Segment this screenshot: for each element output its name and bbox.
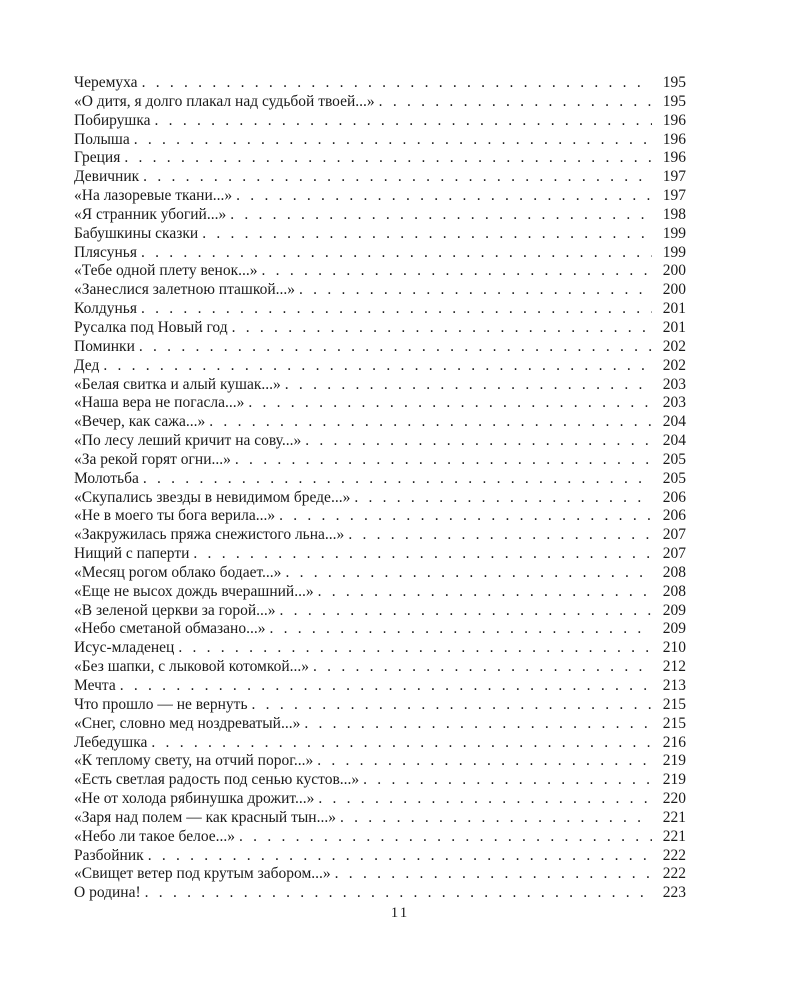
toc-entry-title: «За рекой горят огни...» <box>74 450 231 468</box>
dot-leader <box>193 545 652 564</box>
toc-entry-title: Черемуха <box>74 74 138 91</box>
toc-entry-title: Греция <box>74 149 121 167</box>
toc-entry-title: Лебедушка <box>74 733 148 751</box>
toc-entry-title: «Заря над полем — как красный тын...» <box>74 808 336 826</box>
toc-entry <box>74 394 686 413</box>
dot-leader <box>124 149 652 168</box>
dot-leader <box>134 131 652 150</box>
dot-leader <box>142 74 652 93</box>
toc-entry <box>74 884 686 903</box>
toc-entry <box>74 620 686 639</box>
toc-entry <box>74 376 686 395</box>
toc-entry-title: «Снег, словно мед ноздреватый...» <box>74 714 301 732</box>
dot-leader <box>280 602 652 621</box>
toc-entry-title: «Закружилась пряжа снежистого льна...» <box>74 526 345 544</box>
toc-entry-page: 195 <box>662 92 686 110</box>
toc-entry-page: 196 <box>662 111 686 129</box>
toc-entry-title: Полыша <box>74 130 130 148</box>
dot-leader <box>139 338 652 357</box>
toc-entry <box>74 470 686 489</box>
toc-entry-page: 204 <box>662 432 686 450</box>
toc-entry-title: «На лазоревые ткани...» <box>74 187 233 205</box>
dot-leader <box>313 658 652 677</box>
toc-entry-title: О родина! <box>74 884 141 902</box>
toc-entry-page: 223 <box>662 884 686 902</box>
dot-leader <box>299 281 652 300</box>
toc-entry-page: 199 <box>662 243 686 261</box>
dot-leader <box>235 451 652 470</box>
toc-entry-page: 199 <box>662 224 686 242</box>
toc-entry-title: «Не от холода рябинушка дрожит...» <box>74 790 315 808</box>
toc-entry <box>74 319 686 338</box>
toc-entry <box>74 489 686 508</box>
toc-entry-title: «Скупались звезды в невидимом бреде...» <box>74 488 351 506</box>
toc-entry-title: Плясунья <box>74 243 137 261</box>
toc-entry-page: 215 <box>662 714 686 732</box>
toc-entry <box>74 583 686 602</box>
dot-leader <box>232 319 652 338</box>
toc-entry-title: Бабушкины сказки <box>74 224 199 242</box>
toc-entry-title: Русалка под Новый год <box>74 318 228 336</box>
toc-entry-page: 208 <box>662 582 686 600</box>
toc-entry-title: «Есть светлая радость под сенью кустов...» <box>74 771 360 789</box>
toc-entry-page: 207 <box>662 526 686 544</box>
toc-entry-page: 196 <box>662 130 686 148</box>
toc-entry-title: «Без шапки, с лыковой котомкой...» <box>74 658 310 676</box>
toc-entry-title: «Свищет ветер под крутым забором...» <box>74 865 331 883</box>
toc-entry-page: 202 <box>662 356 686 374</box>
toc-entry-title: «Наша вера не погасла...» <box>74 394 245 412</box>
dot-leader <box>363 771 652 790</box>
toc-entry-page: 202 <box>662 337 686 355</box>
toc-entry-title: Колдунья <box>74 300 137 318</box>
toc-entry <box>74 187 686 206</box>
toc-entry-page: 205 <box>662 469 686 487</box>
toc-entry <box>74 564 686 583</box>
dot-leader <box>148 847 652 866</box>
toc-entry <box>74 847 686 866</box>
toc-entry-page: 201 <box>662 300 686 318</box>
dot-leader <box>151 734 652 753</box>
toc-entry-title: Нищий с паперти <box>74 545 190 563</box>
toc-entry-page: 200 <box>662 262 686 280</box>
toc-entry-title: Исус-младенец <box>74 639 175 657</box>
toc-entry-page: 195 <box>662 74 686 91</box>
toc-entry <box>74 734 686 753</box>
toc-entry-title: «Небо ли такое белое...» <box>74 827 236 845</box>
dot-leader <box>318 790 652 809</box>
toc-entry-page: 207 <box>662 545 686 563</box>
toc-entry <box>74 809 686 828</box>
toc-entry-title: Что прошло — не вернуть <box>74 695 248 713</box>
dot-leader <box>202 225 652 244</box>
toc-entry <box>74 93 686 112</box>
toc-entry-page: 198 <box>662 205 686 223</box>
toc-entry <box>74 74 686 93</box>
toc-entry <box>74 131 686 150</box>
dot-leader <box>143 470 652 489</box>
table-of-contents <box>74 74 686 903</box>
dot-leader <box>239 828 652 847</box>
toc-entry <box>74 357 686 376</box>
toc-entry-page: 216 <box>662 733 686 751</box>
toc-entry-title: «К теплому свету, на отчий порог...» <box>74 752 314 770</box>
toc-entry <box>74 338 686 357</box>
toc-entry-title: Разбойник <box>74 846 144 864</box>
toc-entry-title: «По лесу леший кричит на сову...» <box>74 432 302 450</box>
dot-leader <box>209 413 652 432</box>
toc-entry <box>74 526 686 545</box>
dot-leader <box>103 357 652 376</box>
toc-entry <box>74 413 686 432</box>
dot-leader <box>305 432 652 451</box>
dot-leader <box>120 677 652 696</box>
toc-entry <box>74 696 686 715</box>
toc-entry-page: 197 <box>662 168 686 186</box>
dot-leader <box>285 376 652 395</box>
toc-entry <box>74 451 686 470</box>
dot-leader <box>143 168 652 187</box>
toc-entry-page: 209 <box>662 620 686 638</box>
toc-entry <box>74 432 686 451</box>
dot-leader <box>354 489 652 508</box>
dot-leader <box>335 865 652 884</box>
dot-leader <box>145 884 652 903</box>
toc-entry <box>74 677 686 696</box>
toc-entry-page: 220 <box>662 790 686 808</box>
toc-entry-page: 215 <box>662 695 686 713</box>
toc-entry-page: 203 <box>662 375 686 393</box>
dot-leader <box>236 187 652 206</box>
toc-entry <box>74 206 686 225</box>
toc-entry <box>74 602 686 621</box>
toc-entry-page: 200 <box>662 281 686 299</box>
toc-entry-title: «Я странник убогий...» <box>74 205 227 223</box>
toc-entry-title: Мечта <box>74 677 116 694</box>
dot-leader <box>141 244 652 263</box>
toc-entry-page: 221 <box>662 808 686 826</box>
toc-entry <box>74 545 686 564</box>
dot-leader <box>340 809 652 828</box>
toc-entry-page: 221 <box>662 827 686 845</box>
dot-leader <box>318 583 652 602</box>
toc-entry-page: 203 <box>662 394 686 412</box>
toc-entry-page: 206 <box>662 507 686 525</box>
dot-leader <box>141 300 652 319</box>
toc-entry-page: 197 <box>662 187 686 205</box>
toc-entry-page: 219 <box>662 752 686 770</box>
toc-entry-page: 201 <box>662 318 686 336</box>
toc-entry-page: 213 <box>662 677 686 694</box>
toc-entry-title: «Не в моего ты бога верила...» <box>74 507 276 525</box>
toc-entry <box>74 865 686 884</box>
toc-entry <box>74 790 686 809</box>
toc-entry-page: 204 <box>662 413 686 431</box>
toc-entry-page: 209 <box>662 601 686 619</box>
toc-entry-page: 206 <box>662 488 686 506</box>
toc-entry-title: Молотьба <box>74 469 139 487</box>
toc-entry-page: 212 <box>662 658 686 676</box>
toc-entry-page: 219 <box>662 771 686 789</box>
toc-entry <box>74 168 686 187</box>
toc-entry <box>74 658 686 677</box>
toc-entry-title: «Еще не высох дождь вчерашний...» <box>74 582 314 600</box>
toc-entry <box>74 262 686 281</box>
page-number: 11 <box>390 905 410 921</box>
toc-entry <box>74 112 686 131</box>
toc-entry <box>74 281 686 300</box>
toc-entry <box>74 244 686 263</box>
toc-entry-title: «В зеленой церкви за горой...» <box>74 601 276 619</box>
toc-entry-title: Дед <box>74 356 100 374</box>
toc-entry-title: «Тебе одной плету венок...» <box>74 262 258 280</box>
dot-leader <box>285 564 652 583</box>
toc-entry <box>74 752 686 771</box>
dot-leader <box>304 715 652 734</box>
toc-entry-title: «Белая свитка и алый кушак...» <box>74 375 281 393</box>
toc-entry-page: 208 <box>662 563 686 581</box>
toc-entry <box>74 225 686 244</box>
toc-entry-page: 196 <box>662 149 686 167</box>
toc-entry-title: «Вечер, как сажа...» <box>74 413 206 431</box>
toc-entry <box>74 828 686 847</box>
toc-entry-page: 210 <box>662 639 686 657</box>
toc-entry-title: Девичник <box>74 168 140 186</box>
toc-entry <box>74 639 686 658</box>
dot-leader <box>262 262 652 281</box>
toc-entry-page: 222 <box>662 846 686 864</box>
toc-entry-title: Поминки <box>74 337 135 355</box>
dot-leader <box>317 752 652 771</box>
toc-entry-page: 205 <box>662 450 686 468</box>
toc-entry-title: «Занеслися залетною пташкой...» <box>74 281 296 299</box>
toc-entry <box>74 771 686 790</box>
dot-leader <box>379 93 652 112</box>
toc-entry-title: Побирушка <box>74 111 151 129</box>
toc-entry <box>74 300 686 319</box>
toc-entry <box>74 149 686 168</box>
dot-leader <box>348 526 652 545</box>
toc-entry-title: «Месяц рогом облако бодает...» <box>74 563 282 581</box>
dot-leader <box>230 206 652 225</box>
dot-leader <box>279 507 652 526</box>
dot-leader <box>155 112 652 131</box>
toc-entry-title: «Небо сметаной обмазано...» <box>74 620 266 638</box>
toc-entry-page: 222 <box>662 865 686 883</box>
dot-leader <box>178 639 652 658</box>
dot-leader <box>252 696 652 715</box>
dot-leader <box>248 394 652 413</box>
dot-leader <box>269 620 652 639</box>
toc-entry <box>74 507 686 526</box>
toc-entry-title: «О дитя, я долго плакал над судьбой твоей...» <box>74 92 375 110</box>
toc-entry <box>74 715 686 734</box>
